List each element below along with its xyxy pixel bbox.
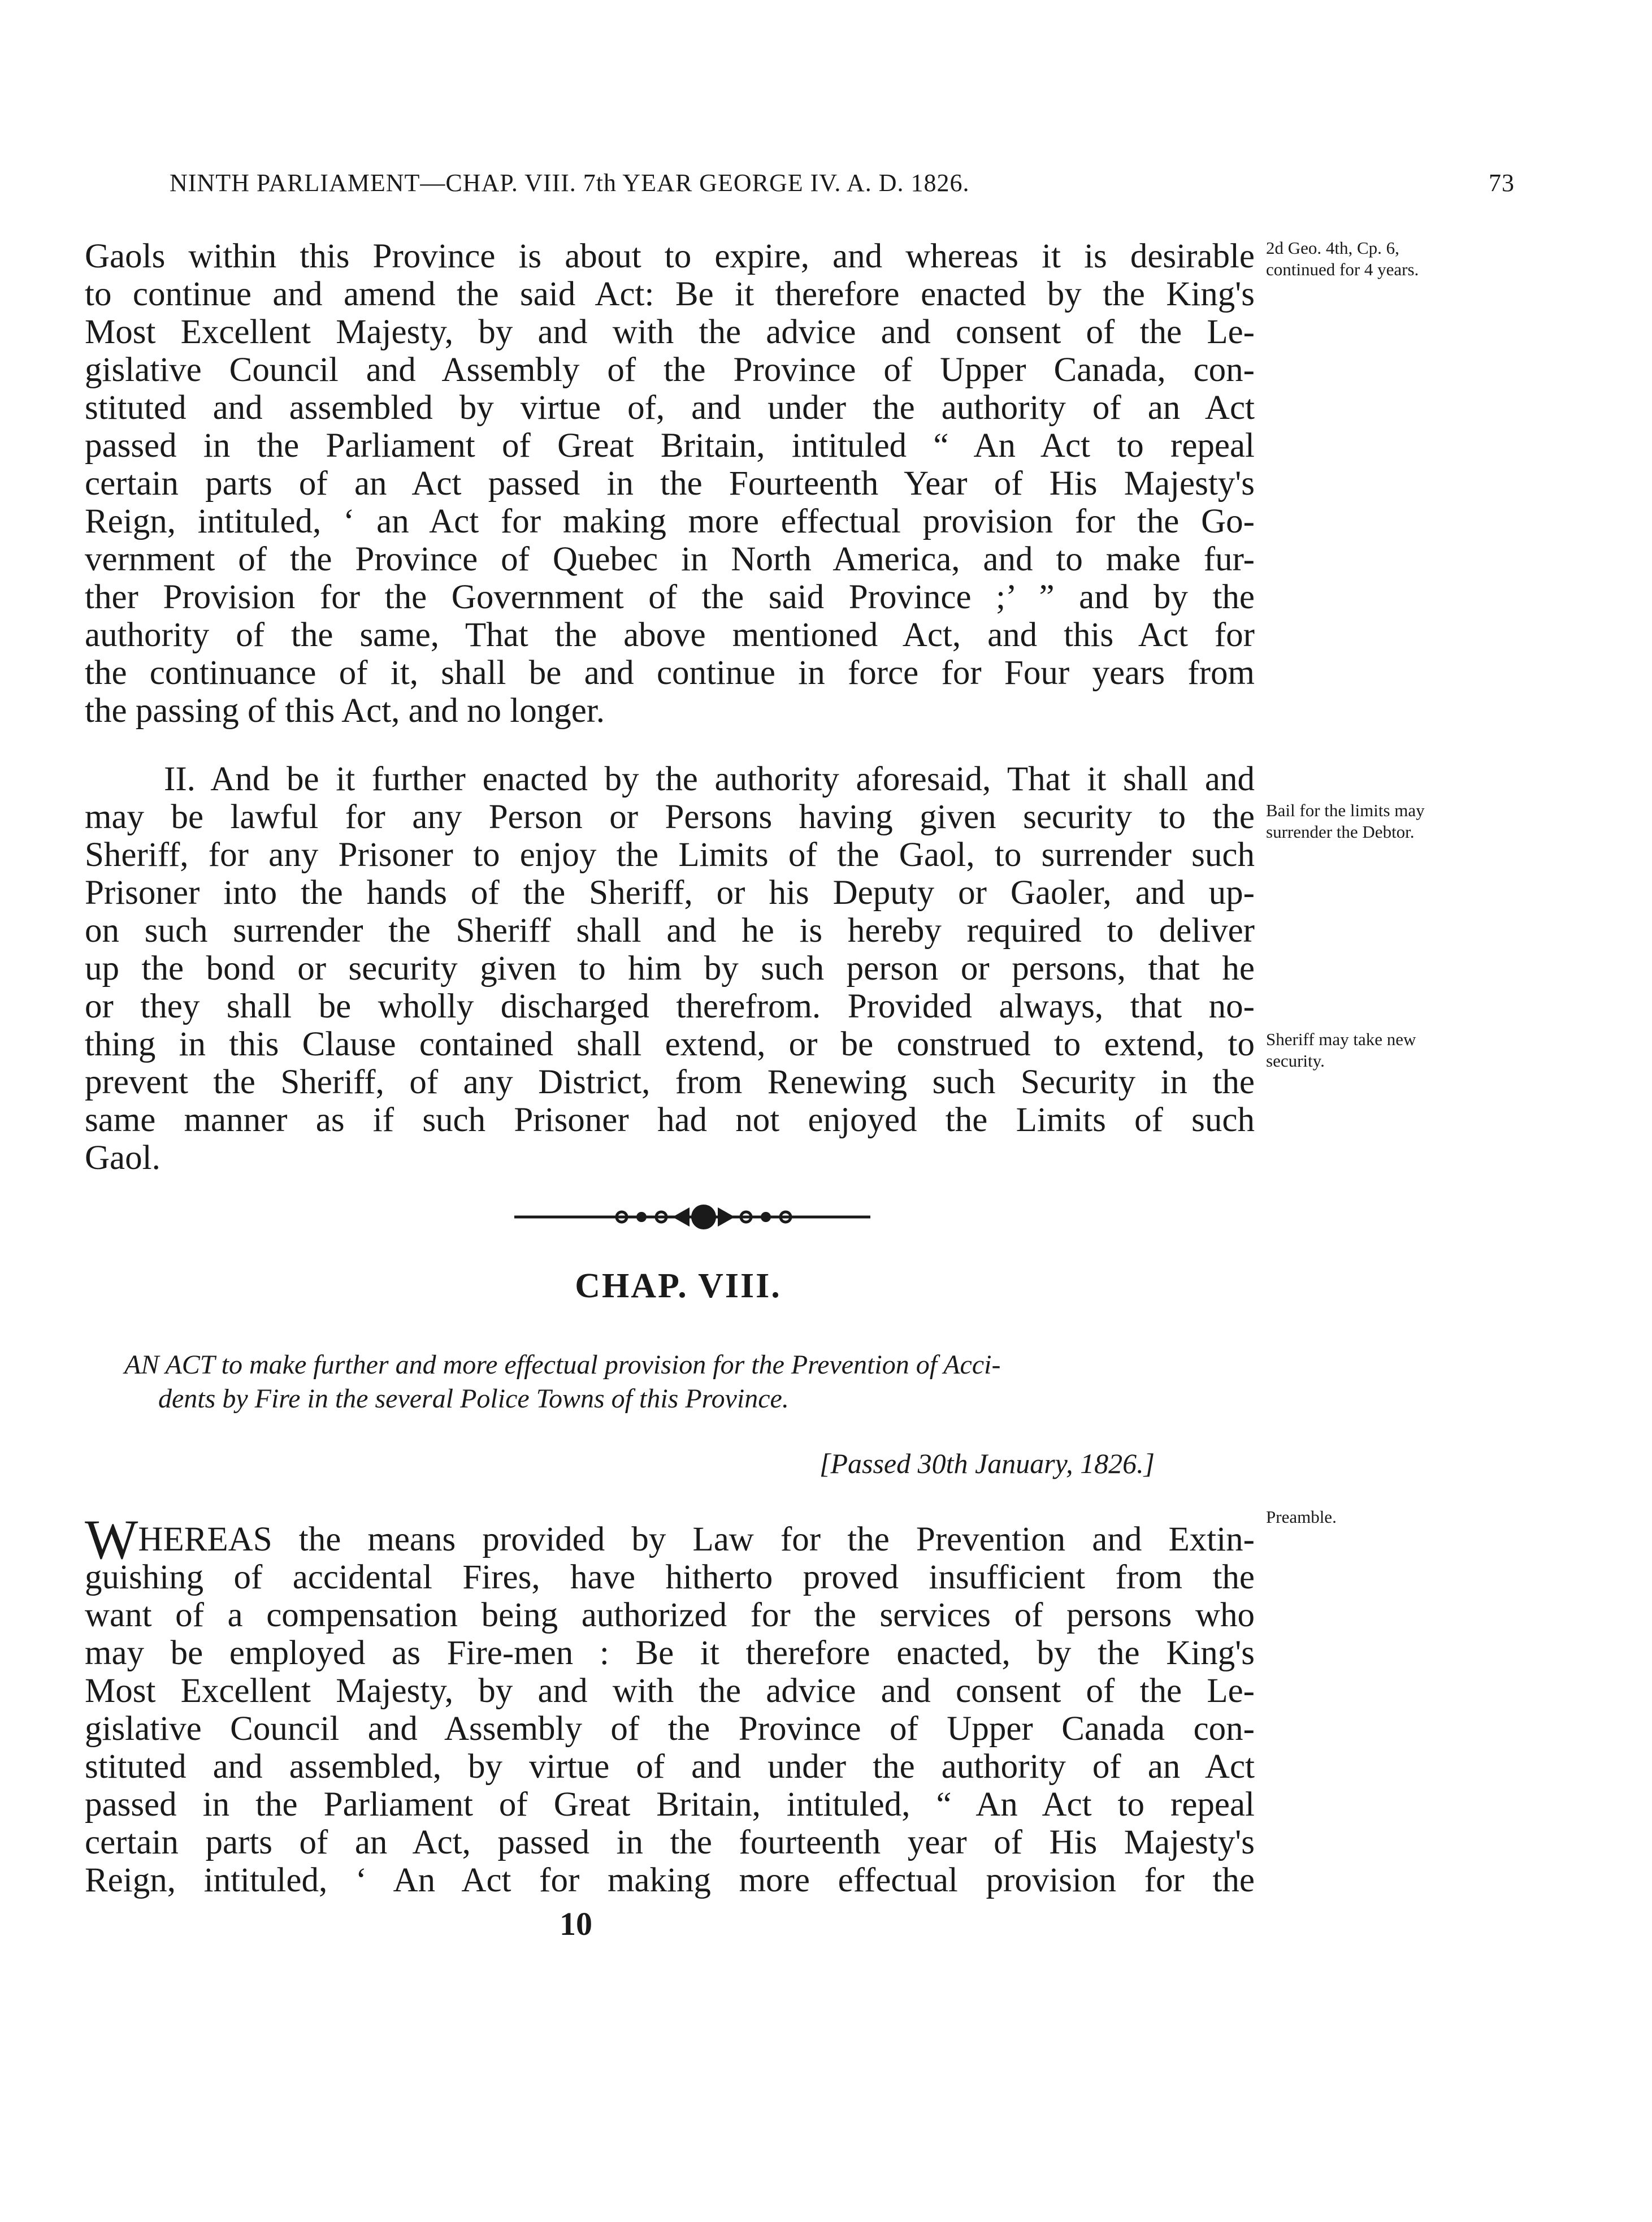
text-line: authority of the same, That the above mentioned Act, and this Act for xyxy=(85,616,1255,654)
margin-note-line: Preamble. xyxy=(1266,1507,1337,1527)
margin-note-bail xyxy=(1266,800,1503,843)
text-line: up the bond or security given to him by such person or persons, that he xyxy=(85,950,1255,987)
margin-note-preamble xyxy=(1266,1506,1503,1528)
text-line: gislative Council and Assembly of the Province of Upper Canada, con- xyxy=(85,351,1255,389)
chapter-heading: CHAP. VIII. xyxy=(575,1267,782,1305)
text-line: on such surrender the Sheriff shall and he is hereby required to deliver xyxy=(85,912,1255,950)
text-line: same manner as if such Prisoner had not enjoyed the Limits of such xyxy=(85,1101,1255,1139)
passed-date: [Passed 30th January, 1826.] xyxy=(820,1448,1155,1479)
text-line: certain parts of an Act passed in the Fourteenth Year of His Majesty's xyxy=(85,465,1255,503)
text-line xyxy=(85,1508,1255,1571)
text-line-rest: HEREAS the means provided by Law for the Prevention and Extin- xyxy=(138,1521,1255,1558)
text-line: the continuance of it, shall be and continue in force for Four years from xyxy=(85,654,1255,692)
text-line: Most Excellent Majesty, by and with the advice and consent of the Le- xyxy=(85,1672,1255,1710)
margin-note-line: surrender the Debtor. xyxy=(1266,822,1415,842)
drop-cap: W xyxy=(85,1508,138,1571)
section-1-text xyxy=(85,237,1255,730)
margin-note-continued xyxy=(1266,237,1503,280)
text-line: prevent the Sheriff, of any District, from Renewing such Security in the xyxy=(85,1063,1255,1101)
text-line: Reign, intituled, ‘ an Act for making more effectual provision for the Go- xyxy=(85,503,1255,540)
chapter-subtitle xyxy=(124,1348,1255,1416)
text-line: thing in this Clause contained shall extend, or be construed to extend, to xyxy=(85,1025,1255,1063)
margin-note-line: continued for 4 years. xyxy=(1266,259,1419,279)
text-line: the passing of this Act, and no longer. xyxy=(85,692,605,730)
text-line: Gaol. xyxy=(85,1139,161,1177)
text-line: Most Excellent Majesty, by and with the advice and consent of the Le- xyxy=(85,313,1255,351)
text-line: II. And be it further enacted by the authority aforesaid, That it shall and xyxy=(164,760,1255,798)
text-line: Prisoner into the hands of the Sheriff, or his Deputy or Gaoler, and up- xyxy=(85,874,1255,912)
text-line: may be employed as Fire-men : Be it therefore enacted, by the King's xyxy=(85,1634,1255,1672)
ornament-divider xyxy=(509,1203,876,1231)
text-line: gislative Council and Assembly of the Province of Upper Canada con- xyxy=(85,1710,1255,1748)
text-line: passed in the Parliament of Great Britain, intituled, “ An Act to repeal xyxy=(85,1786,1255,1823)
text-line: certain parts of an Act, passed in the fourteenth year of His Majesty's xyxy=(85,1823,1255,1861)
margin-note-line: security. xyxy=(1266,1051,1325,1071)
running-header xyxy=(170,168,1515,208)
subtitle-line: dents by Fire in the several Police Towns of this Province. xyxy=(158,1384,789,1414)
section-2-text xyxy=(85,760,1255,1177)
text-line: stituted and assembled by virtue of, and under the authority of an Act xyxy=(85,389,1255,427)
text-line: stituted and assembled, by virtue of and under the authority of an Act xyxy=(85,1748,1255,1786)
section-3-text xyxy=(85,1508,1255,1899)
margin-note-line: Sheriff may take new xyxy=(1266,1029,1416,1049)
margin-note-line: Bail for the limits may xyxy=(1266,800,1425,820)
text-line: may be lawful for any Person or Persons having given security to the xyxy=(85,798,1255,836)
text-line: Sheriff, for any Prisoner to enjoy the Limits of the Gaol, to surrender such xyxy=(85,836,1255,874)
text-line: passed in the Parliament of Great Britain, intituled “ An Act to repeal xyxy=(85,427,1255,465)
text-line: want of a compensation being authorized for the services of persons who xyxy=(85,1596,1255,1634)
text-line: vernment of the Province of Quebec in North America, and to make fur- xyxy=(85,540,1255,578)
signature-mark: 10 xyxy=(560,1905,592,1942)
margin-note-line: 2d Geo. 4th, Cp. 6, xyxy=(1266,238,1399,258)
subtitle-line: AN ACT to make further and more effectual provision for the Prevention of Acci- xyxy=(124,1350,1001,1380)
page-number: 73 xyxy=(1489,169,1515,197)
margin-note-sheriff xyxy=(1266,1029,1503,1072)
text-line: to continue and amend the said Act: Be it therefore enacted by the King's xyxy=(85,275,1255,313)
text-line: ther Provision for the Government of the said Province ;’ ” and by the xyxy=(85,578,1255,616)
text-line: guishing of accidental Fires, have hitherto proved insufficient from the xyxy=(85,1558,1255,1596)
text-line: Reign, intituled, ‘ An Act for making more effectual provision for the xyxy=(85,1861,1255,1899)
header-title: NINTH PARLIAMENT—CHAP. VIII. 7th YEAR GEORGE IV. A. D. 1826. xyxy=(170,169,970,197)
text-line: Gaols within this Province is about to expire, and whereas it is desirable xyxy=(85,237,1255,275)
text-line: or they shall be wholly discharged therefrom. Provided always, that no- xyxy=(85,987,1255,1025)
